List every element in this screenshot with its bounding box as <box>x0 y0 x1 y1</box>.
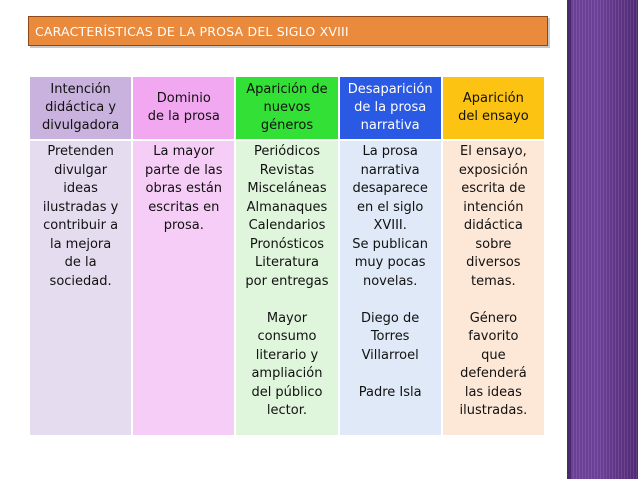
cell-line: de la prosa <box>354 100 427 115</box>
page-title: CARACTERÍSTICAS DE LA PROSA DEL SIGLO XVIII <box>35 24 349 39</box>
cell-line: ilustradas. <box>459 403 528 418</box>
cell-line: El ensayo, <box>460 144 527 159</box>
cell-line: de la <box>64 255 97 270</box>
cell-line: consumo <box>257 329 317 344</box>
cell-line: defenderá <box>460 366 527 381</box>
cell-ensayo <box>442 140 545 436</box>
cell-line: géneros <box>260 118 314 133</box>
cell-line: escrita de <box>461 181 526 196</box>
header-ensayo <box>442 76 545 140</box>
cell-line: diversos <box>466 255 521 270</box>
side-bar-edge <box>567 0 571 479</box>
cell-line: narrativa <box>360 162 420 178</box>
cell-line: Villarroel <box>361 347 419 363</box>
cell-line: Padre Isla <box>358 384 422 400</box>
cell-spacer <box>342 291 439 310</box>
cell-line: prosa. <box>163 218 204 233</box>
cell-line: Calendarios <box>248 218 326 233</box>
cell-line: del público <box>251 384 323 400</box>
cell-line: Género <box>469 310 518 326</box>
cell-nuevos-generos <box>235 140 338 436</box>
cell-line: didáctica <box>463 218 523 233</box>
table-body-row <box>29 140 545 436</box>
header-intencion <box>29 76 132 140</box>
cell-line: sociedad. <box>49 273 112 289</box>
cell-line: ilustradas y <box>42 199 119 215</box>
cell-line: intención <box>463 199 524 215</box>
cell-desaparicion <box>339 140 442 436</box>
cell-line: XVIII. <box>373 218 407 233</box>
cell-line: parte de las <box>145 162 223 178</box>
cell-line: Periódicos <box>253 144 320 159</box>
cell-line: Literatura <box>255 255 319 270</box>
cell-line: de la prosa <box>147 109 220 124</box>
cell-line: literario y <box>255 347 319 363</box>
cell-line: Mayor <box>266 310 308 326</box>
cell-line: didáctica y <box>45 100 117 115</box>
cell-line: Misceláneas <box>247 181 327 196</box>
cell-line: Aparición de <box>246 82 328 97</box>
table-header-row <box>29 76 545 140</box>
cell-line: en el siglo <box>356 199 424 215</box>
cell-line: sobre <box>475 236 512 252</box>
title-bar <box>28 16 548 46</box>
cell-line: desaparece <box>352 181 428 196</box>
cell-line: Almanaques <box>246 199 328 215</box>
header-dominio <box>132 76 235 140</box>
cell-line: Torres <box>370 329 410 344</box>
cell-line: Aparición <box>462 91 524 106</box>
cell-spacer <box>238 291 335 310</box>
cell-intencion <box>29 140 132 436</box>
cell-line: muy pocas <box>354 255 426 270</box>
cell-dominio <box>132 140 235 436</box>
cell-line: contribuir a <box>43 218 119 233</box>
cell-line: las ideas <box>464 384 522 400</box>
cell-line: novelas. <box>362 273 418 289</box>
cell-line: favorito <box>468 329 519 344</box>
cell-line: obras están <box>145 181 223 196</box>
cell-line: Pronósticos <box>249 236 325 252</box>
cell-line: Diego de <box>361 310 420 326</box>
cell-line: Revistas <box>259 162 315 178</box>
cell-line: Desaparición <box>347 82 433 97</box>
characteristics-table <box>28 75 546 437</box>
cell-line: ideas <box>63 181 98 196</box>
cell-line: nuevos <box>263 100 311 115</box>
cell-line: que <box>481 347 506 363</box>
cell-line: lector. <box>266 403 308 418</box>
cell-line: la mejora <box>49 236 112 252</box>
cell-line: Se publican <box>352 236 428 252</box>
header-desaparicion <box>339 76 442 140</box>
cell-line: Intención <box>50 82 111 97</box>
cell-line: Dominio <box>156 91 211 106</box>
cell-line: narrativa <box>360 118 420 133</box>
cell-line: exposición <box>458 162 528 178</box>
cell-line: ampliación <box>251 366 323 381</box>
header-nuevos-generos <box>235 76 338 140</box>
cell-line: divulgadora <box>42 118 120 133</box>
cell-line: escritas en <box>148 199 220 215</box>
cell-line: Pretenden <box>47 144 114 159</box>
cell-line: por entregas <box>245 273 329 289</box>
cell-line: La mayor <box>153 144 215 159</box>
cell-spacer <box>445 291 542 310</box>
cell-line: divulgar <box>54 162 108 178</box>
cell-line: del ensayo <box>458 109 529 124</box>
cell-line: temas. <box>471 273 516 289</box>
cell-spacer <box>342 365 439 384</box>
cell-line: La prosa <box>362 144 418 159</box>
decorative-side-bar <box>567 0 638 479</box>
